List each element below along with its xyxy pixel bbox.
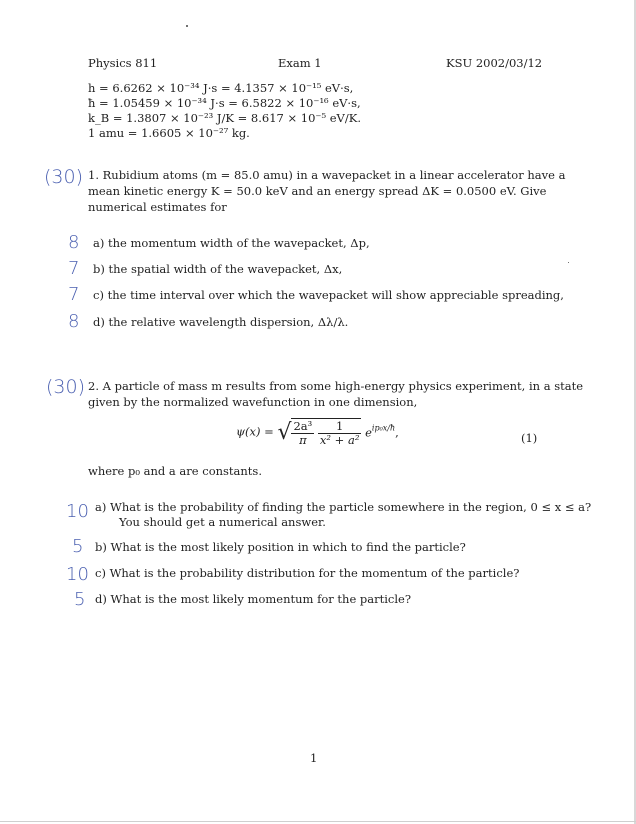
problem2-points: (30) xyxy=(46,376,86,398)
problem2-where: where p₀ and a are constants. xyxy=(88,464,262,478)
problem2-part-c: c) What is the probability distribution for the momentum of the particle? xyxy=(95,566,520,580)
page-bottom-edge xyxy=(0,821,636,822)
exponential-power: ip₀x/ħ xyxy=(371,423,396,433)
wavefunction-equation xyxy=(236,418,399,447)
problem2-text-line1: 2. A particle of mass m results from some high-energy physics experiment, in a state xyxy=(88,379,584,393)
problem2-part-d-score: 5 xyxy=(74,589,86,610)
problem1-text-line2: mean kinetic energy K = 50.0 keV and an energy spread ΔK = 0.0500 eV. Give xyxy=(88,184,547,198)
header-exam: Exam 1 xyxy=(278,56,322,70)
problem1-part-d: d) the relative wavelength dispersion, Δλ/λ. xyxy=(93,315,349,329)
constant-amu: 1 amu = 1.6605 × 10⁻²⁷ kg. xyxy=(88,126,250,140)
header-date: KSU 2002/03/12 xyxy=(446,56,543,70)
sqrt-numerator: 2a³ xyxy=(293,419,313,433)
problem1-part-c: c) the time interval over which the wavepacket will show appreciable spreading, xyxy=(93,288,564,302)
problem2-part-a: a) What is the probability of finding the particle somewhere in the region, 0 ≤ x ≤ a? xyxy=(95,500,592,514)
problem1-part-b: b) the spatial width of the wavepacket, Δx, xyxy=(93,262,343,276)
exponential-base: e xyxy=(365,425,372,440)
constant-planck: h = 6.6262 × 10⁻³⁴ J·s = 4.1357 × 10⁻¹⁵ eV·s, xyxy=(88,81,354,95)
equation-comma: , xyxy=(395,425,399,440)
fraction-denominator: x² + a² xyxy=(319,433,360,447)
fraction-numerator: 1 xyxy=(318,420,362,434)
problem1-text-line1: 1. Rubidium atoms (m = 85.0 amu) in a wavepacket in a linear accelerator have a xyxy=(88,168,566,182)
equation-lhs: ψ(x) = xyxy=(236,424,274,439)
problem1-part-c-score: 7 xyxy=(68,284,80,305)
sqrt-sign: √ xyxy=(277,420,292,445)
problem2-part-a-note: You should get a numerical answer. xyxy=(119,515,326,529)
problem2-part-a-score: 10 xyxy=(66,501,89,522)
problem1-part-d-score: 8 xyxy=(68,311,80,332)
problem1-part-a: a) the momentum width of the wavepacket, Δp, xyxy=(93,236,370,250)
main-fraction xyxy=(318,420,362,447)
problem2-part-d: d) What is the most likely momentum for the particle? xyxy=(95,592,412,606)
sqrt-radicand xyxy=(291,418,361,447)
problem1-points: (30) xyxy=(44,166,84,188)
problem1-text-line3: numerical estimates for xyxy=(88,200,227,214)
sqrt-denominator: π xyxy=(299,433,307,447)
problem1-part-a-score: 8 xyxy=(68,232,80,253)
constant-boltzmann: k_B = 1.3807 × 10⁻²³ J/K = 8.617 × 10⁻⁵ eV/K. xyxy=(88,111,361,125)
scan-speck xyxy=(186,25,188,27)
header-course: Physics 811 xyxy=(88,56,158,70)
problem2-part-b: b) What is the most likely position in which to find the particle? xyxy=(95,540,466,554)
scan-speck xyxy=(568,262,569,263)
problem1-part-b-score: 7 xyxy=(68,258,80,279)
problem2-part-b-score: 5 xyxy=(72,536,84,557)
constant-hbar: ħ = 1.05459 × 10⁻³⁴ J·s = 6.5822 × 10⁻¹⁶ eV·s, xyxy=(88,96,361,110)
problem2-text-line2: given by the normalized wavefunction in one dimension, xyxy=(88,395,418,409)
page-number: 1 xyxy=(310,751,318,765)
equation-number: (1) xyxy=(521,431,538,445)
problem2-part-c-score: 10 xyxy=(66,564,89,585)
sqrt-fraction xyxy=(291,420,314,447)
